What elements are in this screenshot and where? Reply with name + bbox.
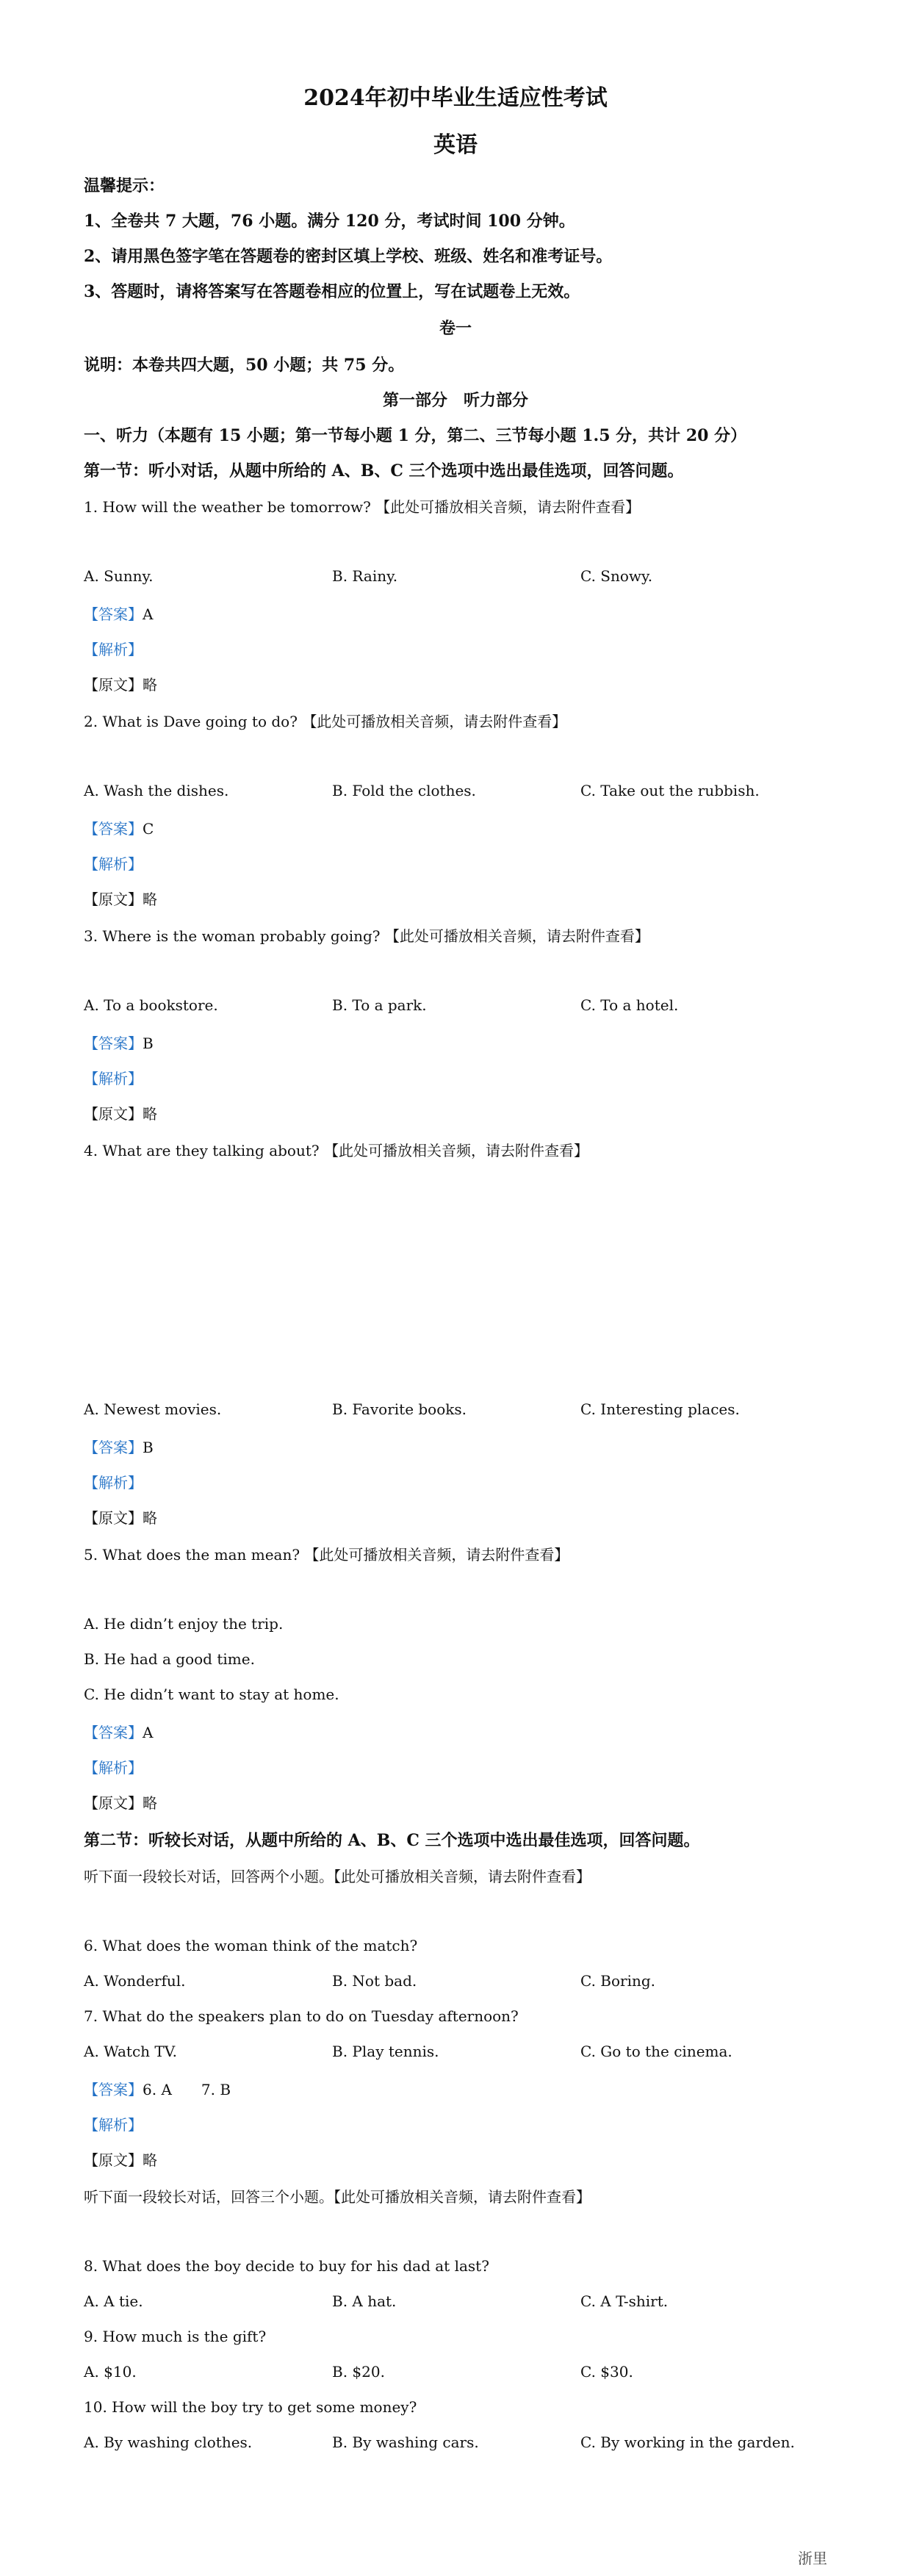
question-3: 3. Where is the woman probably going? 【此处可播放相关音频，请去附件查看】 [84,927,649,945]
answer-line: 【答案】C [84,820,154,838]
option-c: C. Go to the cinema. [580,2043,732,2060]
option-c: C. Boring. [580,1972,656,1990]
option-a: A. Wash the dishes. [84,782,229,799]
question-9: 9. How much is the gift? [84,2328,267,2345]
volume-title: 卷一 [439,319,472,338]
original-text: 【原文】略 [84,676,157,694]
question-7: 7. What do the speakers plan to do on Tuesday afternoon? [84,2007,519,2025]
original-text: 【原文】略 [84,1509,157,1527]
option-b: B. He had a good time. [84,1650,255,1668]
question-1: 1. How will the weather be tomorrow? 【此处可播放相关音频，请去附件查看】 [84,498,641,516]
subject-title: 英语 [433,132,478,158]
section1-intro: 第一节：听小对话，从题中所给的 A、B、C 三个选项中选出最佳选项，回答问题。 [84,461,684,481]
question-4: 4. What are they talking about? 【此处可播放相关音频，请去附件查看】 [84,1142,588,1159]
option-c: C. By working in the garden. [580,2433,795,2451]
option-b: B. Play tennis. [332,2043,439,2060]
answer-line: 【答案】A [84,605,154,623]
option-b: B. Fold the clothes. [332,782,476,799]
original-text: 【原文】略 [84,1105,157,1123]
analysis-label: 【解析】 [84,2116,143,2134]
analysis-label: 【解析】 [84,1474,143,1492]
option-a: A. He didn’t enjoy the trip. [84,1615,284,1633]
option-b: B. $20. [332,2363,385,2381]
question-10: 10. How will the boy try to get some money? [84,2398,417,2416]
option-a: A. Wonderful. [84,1972,186,1990]
analysis-label: 【解析】 [84,855,143,873]
analysis-label: 【解析】 [84,641,143,658]
question-5: 5. What does the man mean? 【此处可播放相关音频，请去附件查看】 [84,1546,569,1564]
analysis-label: 【解析】 [84,1759,143,1777]
option-c: C. A T-shirt. [580,2292,669,2310]
long-dialogue-note: 听下面一段较长对话，回答两个小题。【此处可播放相关音频，请去附件查看】 [84,1868,591,1885]
section-heading: 一、听力（本题有 15 小题；第一节每小题 1 分，第二、三节每小题 1.5 分，共计 20 分） [84,426,747,445]
page-title: 2024年初中毕业生适应性考试 [303,85,608,111]
analysis-label: 【解析】 [84,1070,143,1087]
answer-line: 【答案】B [84,1035,154,1052]
option-c: C. He didn’t want to stay at home. [84,1685,339,1703]
option-c: C. Take out the rubbish. [580,782,760,799]
answer-line: 【答案】B [84,1439,154,1456]
tips-heading: 温馨提示： [84,176,165,195]
original-text: 【原文】略 [84,1794,157,1812]
volume-note: 说明：本卷共四大题，50 小题；共 75 分。 [84,356,405,375]
option-b: B. Favorite books. [332,1400,467,1418]
footer-mark: 浙里 [798,2550,827,2567]
tip-item: 2、请用黑色签字笔在答题卷的密封区填上学校、班级、姓名和准考证号。 [84,247,613,266]
option-c: C. Interesting places. [580,1400,740,1418]
option-b: B. Not bad. [332,1972,417,1990]
answer-line: 【答案】A [84,1724,154,1741]
option-c: C. $30. [580,2363,633,2381]
question-6: 6. What does the woman think of the match? [84,1937,418,1954]
option-a: A. By washing clothes. [84,2433,253,2451]
answer-line: 【答案】6. A 7. B [84,2081,231,2098]
option-b: B. A hat. [332,2292,397,2310]
option-a: A. Newest movies. [84,1400,222,1418]
original-text: 【原文】略 [84,891,157,908]
option-b: B. To a park. [332,996,427,1014]
tip-item: 3、答题时，请将答案写在答题卷相应的位置上，写在试题卷上无效。 [84,282,580,301]
option-a: A. To a bookstore. [84,996,218,1014]
option-c: C. To a hotel. [580,996,679,1014]
option-a: A. Watch TV. [84,2043,178,2060]
question-2: 2. What is Dave going to do? 【此处可播放相关音频，请去附件查看】 [84,713,567,730]
option-b: B. Rainy. [332,567,398,585]
option-a: A. A tie. [84,2292,143,2310]
part-title: 第一部分 听力部分 [382,391,528,410]
section2-intro: 第二节：听较长对话，从题中所给的 A、B、C 三个选项中选出最佳选项，回答问题。 [84,1831,700,1850]
option-a: A. Sunny. [84,567,154,585]
option-a: A. $10. [84,2363,137,2381]
option-b: B. By washing cars. [332,2433,479,2451]
long-dialogue-note: 听下面一段较长对话，回答三个小题。【此处可播放相关音频，请去附件查看】 [84,2188,591,2206]
tip-item: 1、全卷共 7 大题，76 小题。满分 120 分，考试时间 100 分钟。 [84,212,575,231]
question-8: 8. What does the boy decide to buy for his dad at last? [84,2257,489,2275]
option-c: C. Snowy. [580,567,653,585]
original-text: 【原文】略 [84,2151,157,2169]
